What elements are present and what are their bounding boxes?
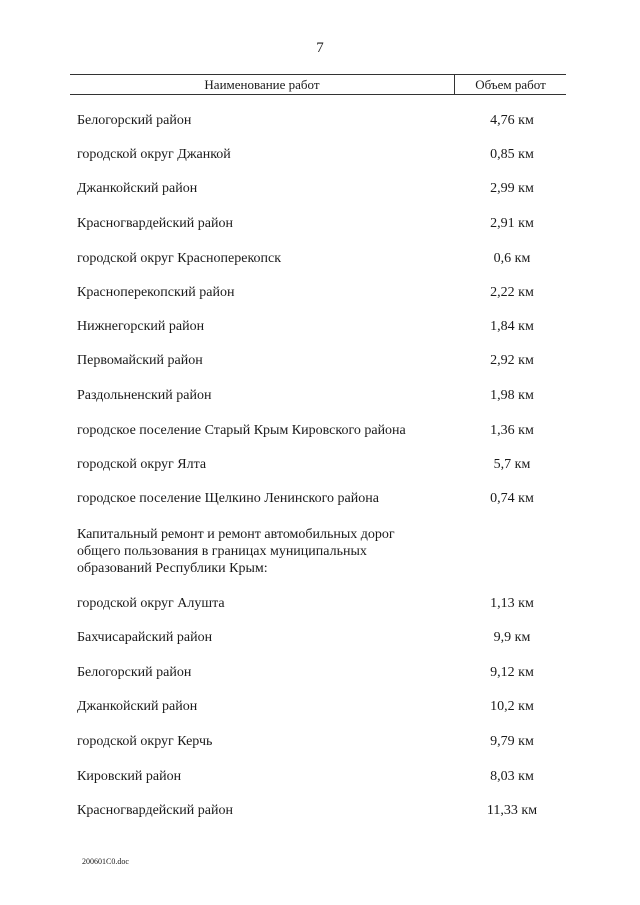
row-volume: 4,76 км: [490, 113, 534, 128]
row-name: городской округ Красноперекопск: [77, 251, 282, 266]
section-heading-line: образований Республики Крым:: [77, 561, 268, 576]
row-volume: 1,98 км: [490, 388, 534, 403]
row-volume: 9,9 км: [493, 630, 531, 645]
row-name: городской округ Алушта: [77, 596, 225, 611]
row-volume: 9,79 км: [490, 734, 534, 749]
row-name: городской округ Керчь: [77, 734, 213, 749]
row-name: Красноперекопский район: [77, 285, 235, 300]
row-volume: 2,22 км: [490, 285, 534, 300]
column-header-name: Наименование работ: [70, 75, 455, 94]
row-name: Кировский район: [77, 769, 182, 784]
row-name: Раздольненский район: [77, 388, 212, 403]
row-name: городское поселение Старый Крым Кировского района: [77, 423, 406, 438]
table-header: [70, 74, 566, 95]
row-name: Первомайский район: [77, 353, 203, 368]
row-volume: 0,85 км: [490, 147, 534, 162]
row-name: Красногвардейский район: [77, 216, 233, 231]
row-volume: 8,03 км: [490, 769, 534, 784]
row-volume: 1,13 км: [490, 596, 534, 611]
row-volume: 2,99 км: [490, 181, 534, 196]
row-name: Белогорский район: [77, 113, 192, 128]
row-name: Бахчисарайский район: [77, 630, 213, 645]
row-volume: 11,33 км: [486, 803, 538, 818]
document-code: 200601C0.doc: [82, 857, 129, 866]
row-volume: 2,91 км: [490, 216, 534, 231]
row-name: Белогорский район: [77, 665, 192, 680]
row-name: Красногвардейский район: [77, 803, 233, 818]
row-volume: 10,2 км: [490, 699, 534, 714]
row-volume: 0,6 км: [493, 251, 531, 266]
row-name: Джанкойский район: [77, 181, 198, 196]
row-name: городское поселение Щелкино Ленинского района: [77, 491, 379, 506]
row-volume: 9,12 км: [490, 665, 534, 680]
row-volume: 2,92 км: [490, 353, 534, 368]
row-name: Нижнегорский район: [77, 319, 205, 334]
section-heading: [77, 526, 457, 577]
row-name: городской округ Джанкой: [77, 147, 231, 162]
column-header-volume: Объем работ: [475, 77, 546, 92]
row-name: городской округ Ялта: [77, 457, 207, 472]
row-volume: 1,84 км: [490, 319, 534, 334]
row-volume: 0,74 км: [490, 491, 534, 506]
row-name: Джанкойский район: [77, 699, 198, 714]
row-volume: 5,7 км: [493, 457, 531, 472]
section-heading-line: Капитальный ремонт и ремонт автомобильных дорог: [77, 527, 395, 542]
page-number: 7: [316, 40, 324, 56]
section-heading-line: общего пользования в границах муниципальных: [77, 544, 367, 559]
row-volume: 1,36 км: [490, 423, 534, 438]
